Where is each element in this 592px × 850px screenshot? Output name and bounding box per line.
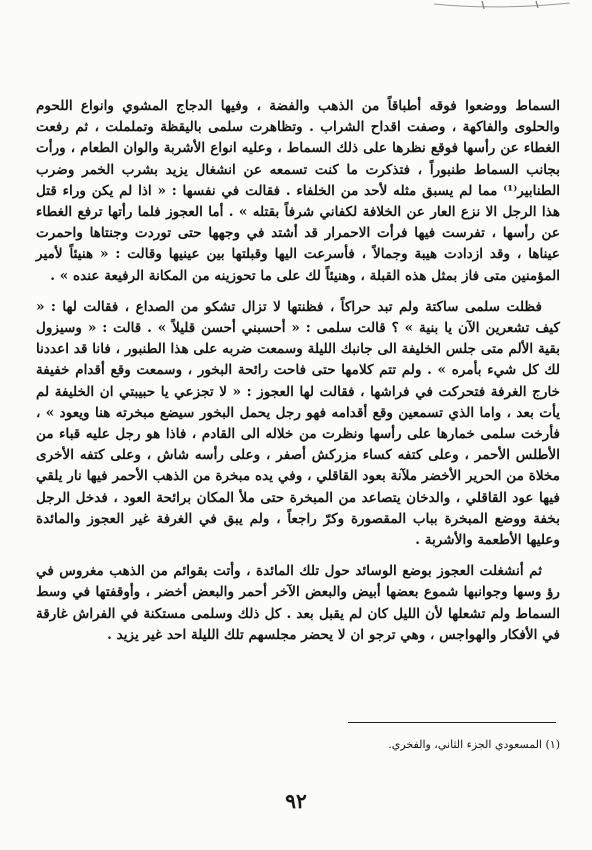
header-ornament [432,0,572,22]
page-number: ٩٢ [285,789,307,813]
paragraph: فظلت سلمى ساكتة ولم تبد حراكاً ، فظنتها لا تزال تشكو من الصداع ، فقالت لها : « كيف تشعرين الآن يا بنية » ؟ قالت سلمى : « أحسبني أحسن قليلاً » . قالت : « وسيزول بقية الألم متى جلس الخليفة الى جانبك الليلة وسمعت ضربه على هذا الطنبور ، فانا قد اعددنا لك كل شيء بأمره » . ولم تتم كلامها حتى فاحت رائحة البخور ، وسمعت وقع أقدام خفيفة خارج الغرفة فتحركت في فراشها ، فقالت لها العجوز : « لا تجزعي يا حبيبتي ان الخليفة لم يأت بعد ، واما الذي تسمعين وقع أقدامه فهو رجل يحمل البخور سيضع مبخرته هنا ويعود » ، فأرخت سلمى خمارها على رأسها ونظرت من خلاله الى القادم ، فاذا هو رجل عليه قباء من الأطلس الأحمر ، وعلى كتفه كساء مزركش أصفر ، وعلى رأسه شاش ، وعلى كتفه الأخرى مخلاة من الحرير الأخضر ملآنة بعود القاقلي ، وفي يده مبخرة من الذهب الأحمر فيها نار يلقي فيها عود القاقلي ، والدخان يتصاعد من المبخرة حتى ملأ المكان برائحة العود ، فدخل الرجل بخفة ووضع المبخرة بباب المقصورة وكرّ راجعاً ، ولم يبق في الغرفة غير العجوز والمائدة وعليها الأطعمة والأشربة . [36,298,560,549]
paragraph: ثم أنشغلت العجوز بوضع الوسائد حول تلك المائدة ، وأتت بقوائم من الذهب مغروس في رؤ وسها وجوانبها شموع بعضها أبيض والبعض الآخر أحمر والبعض أخضر ، وأوقفتها في وسط السماط ولم تشعلها لأن الليل كان لم يقبل بعد . كل ذلك وسلمى مستكنة في الفراش غارقة في الأفكار والهواجس ، وهي ترجو ان لا يحضر مجلسهم تلك الليلة احد غير يزيد . [36,563,560,643]
footnote-divider [348,722,556,723]
footnote: (١) المسعودي الجزء الثاني، والفخري. [388,738,560,751]
paragraph: السماط ووضعوا فوقه أطباقاً من الذهب والفضة ، وفيها الدجاج المشوي وانواع اللحوم والحلوى والفاكهة ، وصفت اقداح الشراب . وتظاهرت سلمى باليقظة وتململت ، ثم رفعت الغطاء عن رأسها فوقع نظرها على ذلك السماط ، وعليه انواع الأشربة والوان الطعام ، ورأت بجانب السماط طنبوراً ، فتذكرت ما كنت تسمعه عن انشغال يزيد بشرب الخمر وضرب الطنابير⁽¹⁾ مما لم يسبق مثله لأحد من الخلفاء . فقالت في نفسها : « اذا لم يكن وراء قتل هذا الرجل الا نزع العار عن الخلافة لكفاني شرفاً بقتله » . أما العجوز فلما رأتها ترفع الغطاء عن رأسها ، تفرست فيها فرأت الاحمرار قد أشتد في وجهها حتى توردت وجنتاها واحمرت عيناها ، وقد ازدادت هيبة وجمالاً ، فأسرعت اليها وقبلتها بين عينيها وقالت : « هنيئاً لأمير المؤمنين متى فاز بمثل هذه القبلة ، وهنيئاً لك على ما تحوزينه من المكانة الرفيعة عنده » . [36,98,560,284]
body-text [36,96,560,646]
